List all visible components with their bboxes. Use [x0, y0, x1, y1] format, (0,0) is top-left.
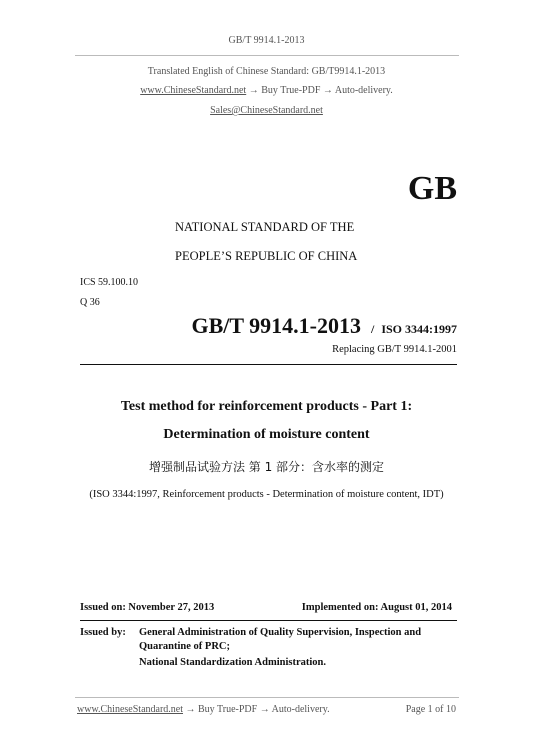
- footer-buy-text: → Buy True-PDF → Auto-delivery.: [185, 704, 330, 715]
- footer-links: [77, 704, 330, 715]
- title-en-line-1: Test method for reinforcement products - Part 1:: [120, 399, 413, 414]
- footer-rule: [75, 697, 459, 698]
- issuer-line-1: General Administration of Quality Supervision, Inspection and: [139, 627, 422, 638]
- issued-date: Issued on: November 27, 2013: [80, 602, 215, 613]
- replacing-note: Replacing GB/T 9914.1-2001: [332, 344, 457, 355]
- footer-chinesestandard-link[interactable]: www.ChineseStandard.net: [77, 704, 183, 715]
- issued-by-label: Issued by:: [80, 627, 126, 638]
- implemented-date: Implemented on: August 01, 2014: [301, 602, 452, 613]
- ccs-code: Q 36: [80, 297, 100, 308]
- email-line: [0, 105, 533, 116]
- standard-number: GB/T 9914.1-2013: [191, 313, 361, 338]
- standard-number-line: [180, 313, 457, 339]
- translation-note: Translated English of Chinese Standard: GB/T9914.1-2013: [147, 66, 386, 77]
- title-zh: 增强制品试验方法 第 1 部分：含水率的测定: [148, 460, 385, 474]
- org-line-1: NATIONAL STANDARD OF THE: [175, 220, 355, 234]
- title-en-line-2: Determination of moisture content: [163, 427, 370, 442]
- buy-text: → Buy True-PDF → Auto-delivery.: [248, 85, 393, 96]
- iso-separator: /: [370, 322, 375, 336]
- running-header: GB/T 9914.1-2013: [228, 35, 305, 46]
- issuer-line-3: National Standardization Administration.: [139, 657, 326, 668]
- iso-number: ISO 3344:1997: [381, 322, 457, 336]
- ics-code: ICS 59.100.10: [80, 277, 139, 288]
- header-rule: [75, 55, 459, 56]
- issuer-line-2: Quarantine of PRC;: [139, 641, 230, 652]
- gb-logo: GB: [407, 170, 457, 207]
- org-line-2: PEOPLE’S REPUBLIC OF CHINA: [175, 249, 358, 263]
- translation-links-line: [0, 85, 533, 96]
- sales-email-link[interactable]: Sales@ChineseStandard.net: [210, 105, 323, 116]
- page-number: Page 1 of 10: [405, 704, 456, 715]
- dates-rule: [80, 620, 457, 621]
- chinesestandard-link[interactable]: www.ChineseStandard.net: [140, 85, 247, 96]
- title-rule: [80, 364, 457, 365]
- international-equivalence: (ISO 3344:1997, Reinforcement products - Determination of moisture content, IDT): [89, 489, 444, 500]
